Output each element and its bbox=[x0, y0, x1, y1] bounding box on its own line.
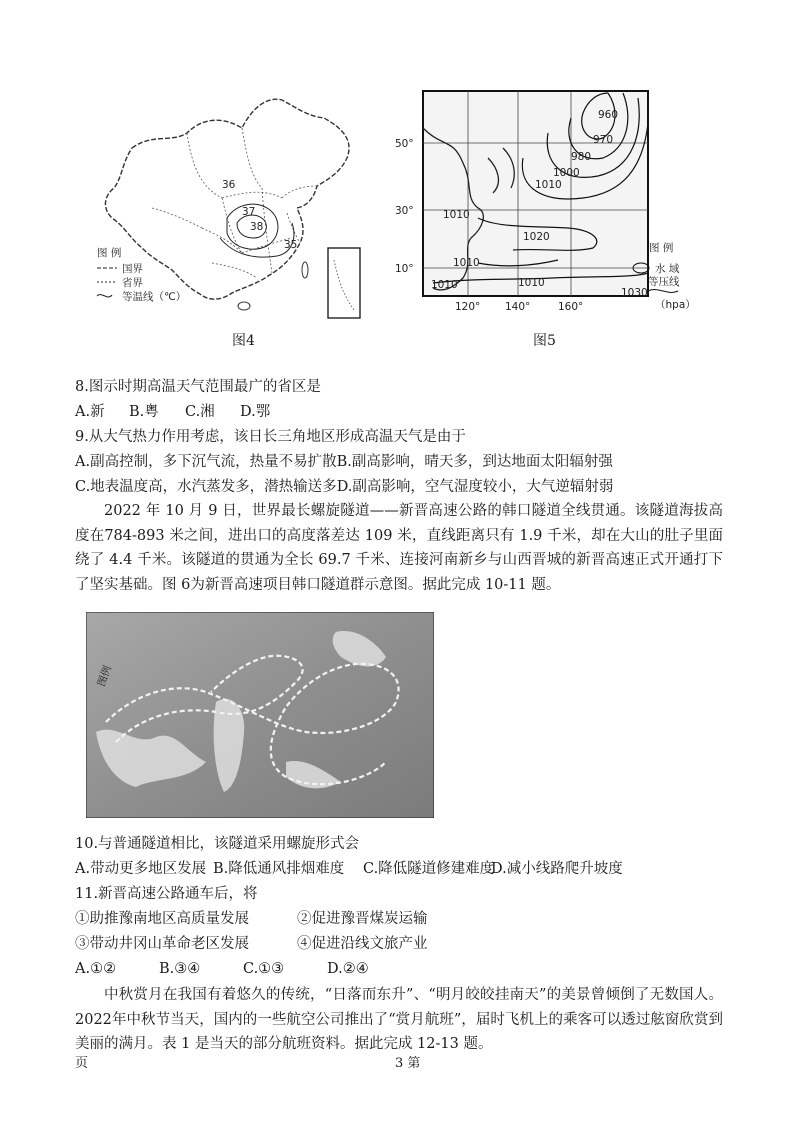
province-boundaries bbox=[152, 128, 317, 278]
isotherm-label: 37 bbox=[242, 206, 256, 218]
passage-moon-flight: 中秋赏月在我国有着悠久的传统，“日落而东升”、“明月皎皎挂南天”的美景曾倾倒了无数国人。2022年中秋节当天，国内的一些航空公司推出了“赏月航班”，届时飞机上的乘客可以透过舷窗欣赏到美丽的满月。表 1 是当天的部分航班资料。据此完成 12-13 题。 bbox=[75, 987, 723, 1052]
passage-tunnel: 2022 年 10 月 9 日，世界最长螺旋隧道——新晋高速公路的韩口隧道全线贯通。该隧道海拔高度在784-893 米之间，进出口的高度落差达 109 米，直线距离只有 1.9 千米，却在大山的肚子里面绕了 4.4 千米。该隧道的贯通为全长 69.7 千米、连接河南新乡与山西晋城的新晋高速正式开通打下了坚实基础。图 6为新晋高速项目韩口隧道群示意图。据此完成 10-11 题。 bbox=[75, 503, 723, 593]
legend-isotherm: 等温线（℃） bbox=[122, 291, 187, 303]
isobar-label: 980 bbox=[571, 151, 592, 163]
footer-page-number: 3 第 bbox=[395, 1056, 421, 1071]
isotherm-label: 38 bbox=[250, 221, 264, 233]
q11-items-row2 bbox=[75, 933, 428, 955]
isobar-label: 1000 bbox=[553, 167, 580, 179]
taiwan-island bbox=[302, 262, 308, 278]
lat-label: 50° bbox=[395, 138, 414, 150]
lat-label: 30° bbox=[395, 205, 414, 217]
figure-5-isobar-map bbox=[393, 88, 713, 313]
lon-label: 160° bbox=[558, 301, 584, 313]
q8-stem: 8.图示时期高温天气范围最广的省区是 bbox=[75, 379, 321, 395]
lon-label: 140° bbox=[505, 301, 531, 313]
hainan-island bbox=[238, 302, 250, 310]
isobar-label: 1020 bbox=[523, 231, 550, 243]
isobar-label: 1010 bbox=[443, 209, 470, 221]
q11-options bbox=[75, 958, 369, 980]
legend-unit: （hpa） bbox=[655, 299, 696, 311]
q11-option-d: D.②④ bbox=[327, 961, 369, 977]
q9-option-b: B.副高影响，晴天多，到达地面太阳辐射强 bbox=[336, 454, 613, 470]
isobar-label: 1010 bbox=[453, 257, 480, 269]
lat-label: 10° bbox=[395, 263, 414, 275]
legend-country-border: 国界 bbox=[122, 263, 143, 275]
q11-option-a: A.①② bbox=[75, 961, 117, 977]
q9-stem: 9.从大气热力作用考虑，该日长三角地区形成高温天气是由于 bbox=[75, 429, 466, 445]
q9-option-d: D.副高影响，空气湿度较小，大气逆辐射弱 bbox=[336, 479, 614, 495]
q8-option-d: D.鄂 bbox=[240, 404, 271, 420]
legend-title: 图 例 bbox=[97, 247, 122, 259]
isotherm-label: 36 bbox=[222, 179, 236, 191]
q8-option-a: A.新 bbox=[75, 404, 105, 420]
legend-water: 水 域 bbox=[655, 263, 680, 275]
footer-left: 页 bbox=[75, 1056, 89, 1071]
q10-option-d: D.减小线路爬升坡度 bbox=[491, 861, 623, 877]
isobar-label: 1010 bbox=[535, 179, 562, 191]
q10-option-a: A.带动更多地区发展 bbox=[75, 861, 207, 877]
figure-4-caption: 图4 bbox=[232, 333, 255, 349]
isotherm-label: 35 bbox=[284, 239, 298, 251]
q8-options bbox=[75, 401, 270, 423]
q8-option-b: B.粤 bbox=[129, 404, 159, 420]
q10-stem: 10.与普通隧道相比，该隧道采用螺旋形式会 bbox=[75, 836, 360, 852]
isobar-label: 1010 bbox=[431, 279, 458, 291]
isobar-label: 1010 bbox=[518, 277, 545, 289]
q11-option-b: B.③④ bbox=[159, 961, 201, 977]
q9-options-row1 bbox=[75, 451, 613, 473]
figure-5-caption: 图5 bbox=[533, 333, 556, 349]
isobar-label: 960 bbox=[598, 109, 619, 121]
q8-option-c: C.湘 bbox=[185, 404, 215, 420]
figure-4-map bbox=[92, 88, 370, 323]
q11-items-row1 bbox=[75, 908, 428, 930]
q10-option-c: C.降低隧道修建难度 bbox=[363, 861, 495, 877]
south-sea-inset bbox=[328, 248, 360, 318]
legend-title: 图 例 bbox=[649, 242, 674, 254]
legend-isobar-value: 1030 bbox=[621, 287, 648, 299]
isobar-label: 970 bbox=[593, 134, 614, 146]
q11-item-1: ①助推豫南地区高质量发展 bbox=[75, 911, 249, 927]
legend-province-border: 省界 bbox=[122, 277, 143, 289]
q9-option-a: A.副高控制，多下沉气流，热量不易扩散 bbox=[75, 454, 337, 470]
q11-stem: 11.新晋高速公路通车后，将 bbox=[75, 886, 258, 902]
q11-item-2: ②促进豫晋煤炭运输 bbox=[297, 911, 428, 927]
q11-item-3: ③带动井冈山革命老区发展 bbox=[75, 936, 249, 952]
q9-options-row2 bbox=[75, 476, 613, 498]
legend-isobar-label: 等压线 bbox=[648, 276, 680, 288]
lon-label: 120° bbox=[455, 301, 481, 313]
q10-options bbox=[75, 858, 623, 880]
q11-option-c: C.①③ bbox=[243, 961, 285, 977]
q9-option-c: C.地表温度高，水汽蒸发多，潜热输送多 bbox=[75, 479, 337, 495]
legend-mark: 图例 bbox=[95, 664, 115, 689]
q11-item-4: ④促进沿线文旅产业 bbox=[297, 936, 428, 952]
q10-option-b: B.降低通风排烟难度 bbox=[213, 861, 345, 877]
figure-6-tunnel-map bbox=[86, 612, 434, 818]
